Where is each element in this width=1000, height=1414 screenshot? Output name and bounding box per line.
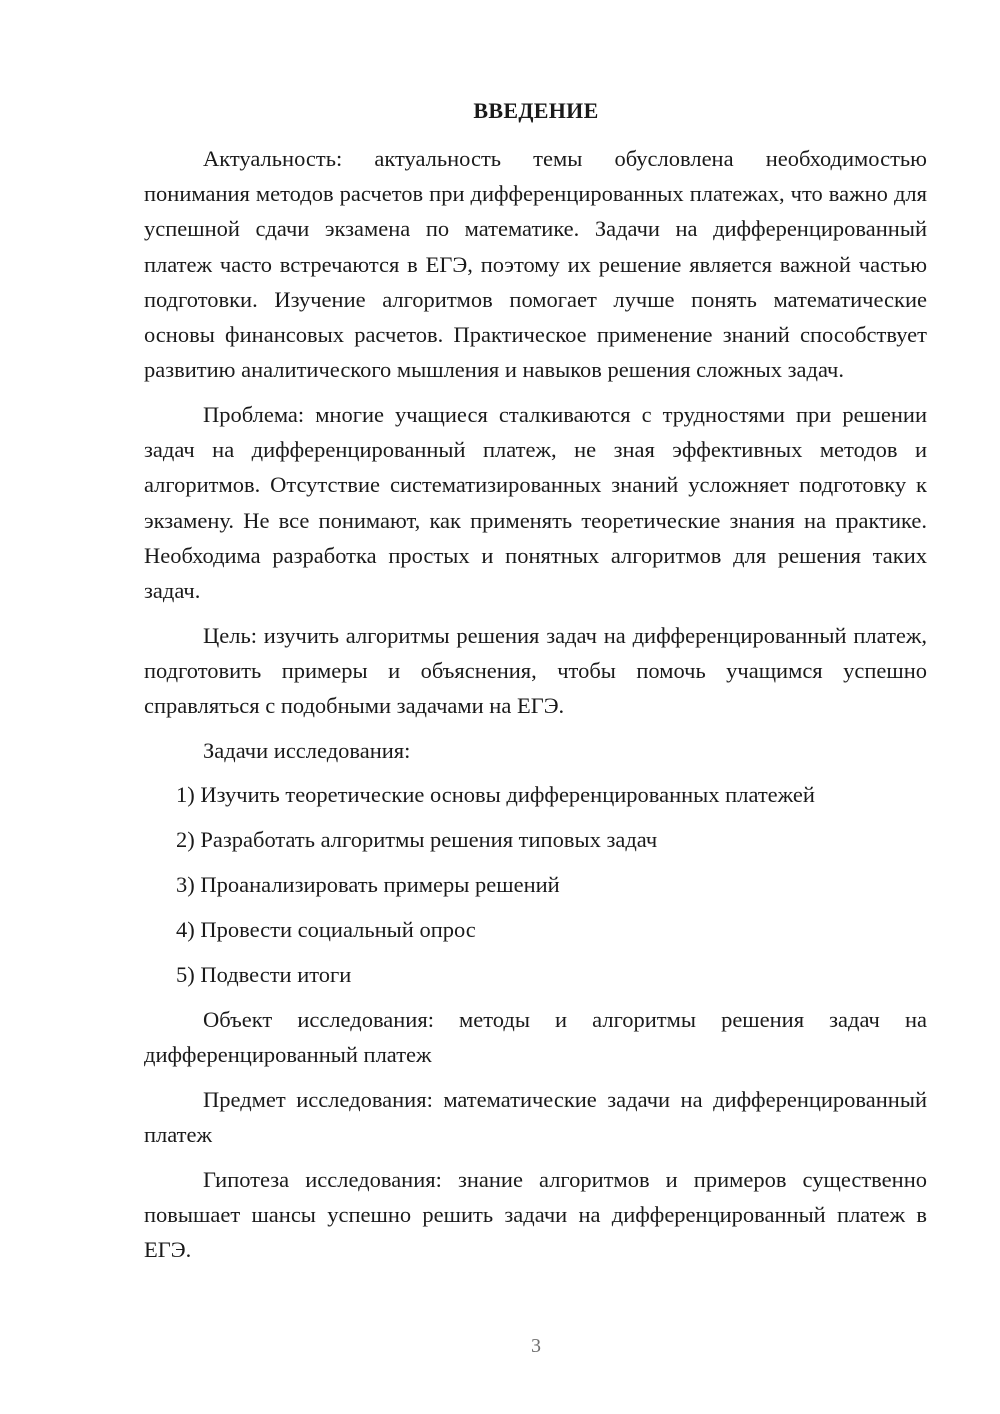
goal-paragraph: Цель: изучить алгоритмы решения задач на дифференцированный платеж, подготовить примеры и объяснения, чтобы помочь учащимся успешно справляться с подобными задачами на ЕГЭ.: [144, 622, 927, 719]
hypothesis-paragraph: Гипотеза исследования: знание алгоритмов и примеров существенно повышает шансы успешно решить задачи на дифференцированный платеж в ЕГЭ.: [144, 1166, 927, 1263]
subject-paragraph: Предмет исследования: математические задачи на дифференцированный платеж: [144, 1087, 927, 1148]
list-item: 3) Проанализировать примеры решений: [176, 872, 560, 898]
list-item: 5) Подвести итоги: [176, 962, 352, 988]
document-body: [144, 141, 927, 1268]
object-paragraph: Объект исследования: методы и алгоритмы решения задач на дифференцированный платеж: [144, 1007, 927, 1068]
tasks-list: [144, 777, 927, 992]
page-title: ВВЕДЕНИЕ: [473, 98, 599, 123]
page-number: 3: [531, 1335, 541, 1357]
problem-paragraph: Проблема: многие учащиеся сталкиваются с трудностями при решении задач на дифференцированный платеж, не зная эффективных методов и алгоритмов. Отсутствие систематизированных знаний усложняет подготовку к экзамену. Не все понимают, как применять теоретические знания на практике. Необходима разработка простых и понятных алгоритмов для решения таких задач.: [144, 401, 927, 603]
list-item: 1) Изучить теоретические основы дифференцированных платежей: [176, 782, 815, 808]
tasks-heading: Задачи исследования:: [203, 737, 411, 763]
list-item: 4) Провести социальный опрос: [176, 917, 476, 943]
relevance-paragraph: Актуальность: актуальность темы обусловлена необходимостью понимания методов расчетов при дифференцированных платежах, что важно для успешной сдачи экзамена по математике. Задачи на дифференцированный платеж часто встречаются в ЕГЭ, поэтому их решение является важной частью подготовки. Изучение алгоритмов помогает лучше понять математические основы финансовых расчетов. Практическое применение знаний способствует развитию аналитического мышления и навыков решения сложных задач.: [144, 146, 927, 383]
list-item: 2) Разработать алгоритмы решения типовых задач: [176, 827, 658, 853]
